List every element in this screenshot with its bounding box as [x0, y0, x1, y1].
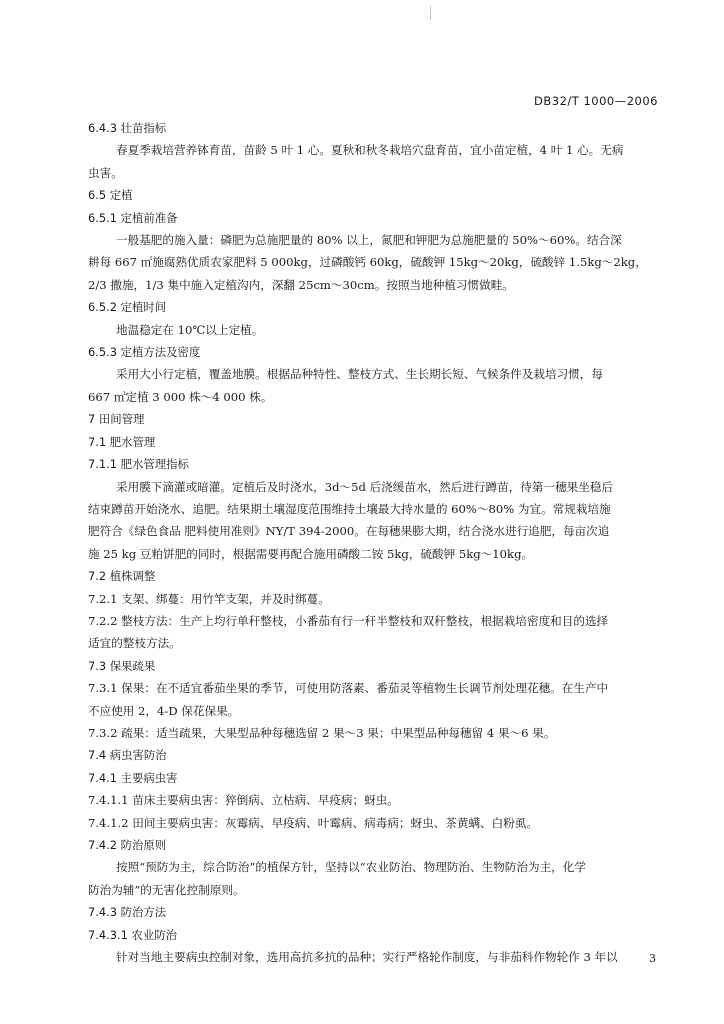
section-heading: 7.2 植株调整: [88, 569, 156, 584]
section-heading: 7.1.1 肥水管理指标: [88, 457, 189, 472]
scan-artifact: [430, 6, 431, 20]
section-heading: 7.4.3.1 农业防治: [88, 927, 178, 942]
section-heading: 7 田间管理: [88, 412, 145, 427]
text-line: 7.3.2 疏果：适当疏果，大果型品种每穗选留 2 果～3 果；中果型品种每穗留 4 果～6 果。: [88, 725, 556, 740]
text-line: 采用膜下滴灌或暗灌。定植后及时浇水，3d～5d 后浇缓苗水，然后进行蹲苗，待第一穗果坐稳后: [116, 479, 614, 494]
text-line: 不应使用 2，4-D 保花保果。: [88, 703, 240, 718]
section-heading: 7.4.2 防治原则: [88, 838, 167, 852]
section-heading: 6.5.3 定植方法及密度: [88, 345, 201, 360]
text-line: 地温稳定在 10℃以上定植。: [116, 322, 264, 337]
text-line: 施 25 kg 豆粕饼肥的同时，根据需要再配合施用磷酸二铵 5kg，硫酸钾 5kg～10kg。: [88, 546, 534, 561]
text-line: 667 ㎡定植 3 000 株～4 000 株。: [88, 389, 273, 404]
body-text: [88, 117, 660, 968]
section-heading: 7.4.1 主要病虫害: [88, 770, 178, 785]
text-line: 采用大小行定植，覆盖地膜。根据品种特性、整枝方式、生长期长短、气候条件及栽培习惯，每: [116, 367, 603, 382]
text-line: 按照“预防为主，综合防治”的植保方针，坚持以“农业防治、物理防治、生物防治为主，化学: [116, 860, 586, 875]
text-line: 春夏季栽培营养钵育苗，苗龄 5 叶 1 心。夏秋和秋冬栽培穴盘育苗，宜小苗定植，4 叶 1 心。无病: [116, 143, 624, 158]
document-code: DB32/T 1000—2006: [534, 94, 658, 108]
text-line: 适宜的整枝方法。: [88, 636, 181, 651]
section-heading: 7.4 病虫害防治: [88, 748, 167, 763]
section-heading: 6.5.2 定植时间: [88, 300, 167, 315]
text-line: 7.3.1 保果：在不适宜番茄坐果的季节，可使用防落素、番茄灵等植物生长调节剂处理花穗。在生产中: [88, 681, 609, 696]
text-line: 7.4.1.2 田间主要病虫害：灰霉病、早疫病、叶霉病、病毒病；蚜虫、茶黄螨、白粉虱。: [88, 815, 539, 830]
text-line: 耕每 667 ㎡施腐熟优质农家肥料 5 000kg，过磷酸钙 60kg，硫酸钾 15kg～20kg，硫酸锌 1.5kg～2kg，: [88, 255, 647, 270]
text-line: 肥符合《绿色食品 肥料使用准则》NY/T 394-2000。在每穗果膨大期，结合浇水进行追肥，每亩次追: [88, 524, 610, 539]
section-heading: 6.5 定植: [88, 188, 133, 203]
section-heading: 6.5.1 定植前准备: [88, 210, 178, 225]
text-line: 一般基肥的施入量：磷肥为总施肥量的 80% 以上，氮肥和钾肥为总施肥量的 50%～60%。结合深: [116, 233, 622, 248]
text-line: 2/3 撒施，1/3 集中施入定植沟内，深翻 25cm～30cm。按照当地种植习惯做畦。: [88, 277, 514, 292]
text-line: 7.4.1.1 苗床主要病虫害：猝倒病、立枯病、早疫病；蚜虫。: [88, 793, 399, 808]
page-number: 3: [649, 952, 656, 965]
text-line: 7.2.1 支架、绑蔓：用竹竿支架，并及时绑蔓。: [88, 591, 330, 606]
text-line: 虫害。: [88, 165, 123, 180]
section-heading: 7.4.3 防治方法: [88, 905, 167, 920]
section-heading: 7.3 保果疏果: [88, 658, 156, 673]
text-line: 针对当地主要病虫控制对象，选用高抗多抗的品种；实行严格轮作制度，与非茄科作物轮作 3 年以: [116, 950, 618, 965]
section-heading: 7.1 肥水管理: [88, 434, 156, 449]
section-heading: 6.4.3 壮苗指标: [88, 121, 167, 135]
text-line: 结束蹲苗开始浇水、追肥。结果期土壤湿度范围维持土壤最大持水量的 60%～80% 为宜。常规栽培施: [88, 501, 611, 516]
text-line: 防治为辅”的无害化控制原则。: [88, 882, 245, 897]
text-line: 7.2.2 整枝方法：生产上均行单秆整枝，小番茄有行一秆半整枝和双秆整枝，根据栽培密度和目的选择: [88, 613, 609, 628]
